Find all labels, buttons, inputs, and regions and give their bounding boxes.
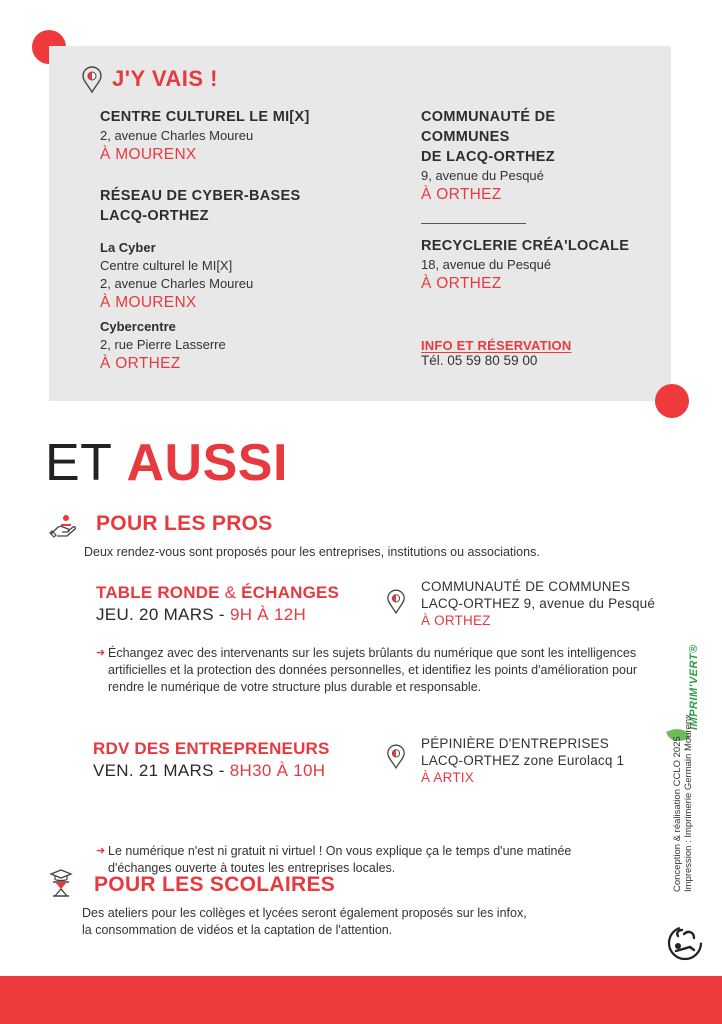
site-address: Centre culturel le MI[X] — [100, 258, 233, 273]
site-city: À ORTHEZ — [100, 355, 181, 372]
venue-address: 18, avenue du Pesqué — [421, 257, 552, 272]
venue-name: CENTRE CULTUREL LE MI[X] — [100, 109, 310, 125]
headline-et-aussi — [45, 432, 288, 494]
event-header — [96, 582, 339, 626]
decorative-red-circle — [655, 384, 689, 418]
arrow-right-icon: ➜ — [96, 845, 106, 857]
event-datetime — [96, 604, 339, 626]
location-line: PÉPINIÈRE D'ENTREPRISES — [421, 736, 609, 751]
section-title-jyvais: J'Y VAIS ! — [112, 66, 219, 91]
event-location — [421, 578, 691, 629]
map-pin-icon — [386, 744, 406, 770]
site-address: 2, rue Pierre Lasserre — [100, 337, 226, 352]
event-date: JEU. 20 MARS - — [96, 605, 225, 624]
event-description-text: Échangez avec des intervenants sur les sujets brûlants du numérique que sont les intelligences artificielles et la protection des données personnelles, et identifiez les points d'amélioration pour rendre le numérique de votre structure plus durable et responsable. — [108, 646, 638, 694]
venue-city: À MOURENX — [100, 146, 197, 163]
event-datetime — [93, 760, 330, 782]
venue-name: COMMUNES — [421, 129, 510, 145]
network-name: LACQ-ORTHEZ — [100, 208, 209, 224]
map-pin-icon — [386, 589, 406, 615]
arrow-right-icon: ➜ — [96, 647, 106, 659]
intro-line: Des ateliers pour les collèges et lycées seront également proposés sur les infox, — [82, 906, 527, 920]
site-name: Cybercentre — [100, 319, 176, 334]
network-name: RÉSEAU DE CYBER-BASES — [100, 188, 301, 204]
venue-city: À ORTHEZ — [421, 275, 502, 292]
section-intro: Deux rendez-vous sont proposés pour les entreprises, institutions ou associations. — [84, 545, 540, 559]
section-title-scolaires: POUR LES SCOLAIRES — [94, 873, 336, 896]
event-location — [421, 735, 681, 786]
site-city: À MOURENX — [100, 294, 197, 311]
venue-name: COMMUNAUTÉ DE — [421, 109, 556, 125]
footer-bar — [0, 976, 722, 1024]
location-line: COMMUNAUTÉ DE COMMUNES — [421, 579, 631, 594]
event-title — [96, 582, 339, 604]
venues-right-column — [421, 107, 661, 368]
section-intro — [82, 905, 602, 939]
location-line: LACQ-ORTHEZ zone Eurolacq 1 — [421, 753, 625, 768]
venue-address: 2, avenue Charles Moureu — [100, 128, 254, 143]
site-address: 2, avenue Charles Moureu — [100, 276, 254, 291]
location-city: À ARTIX — [421, 770, 474, 785]
imprim-vert-label: IMPRIM'VERT® — [688, 644, 700, 730]
headline-word: ET — [45, 434, 112, 492]
headline-word-accent: AUSSI — [126, 434, 288, 492]
event-title-ampersand: & — [224, 583, 237, 602]
map-pin-icon — [81, 66, 103, 94]
venues-left-column — [100, 107, 400, 374]
event-title-part: ÉCHANGES — [241, 583, 340, 602]
divider — [421, 223, 526, 224]
print-credits — [672, 714, 694, 892]
venue-city: À ORTHEZ — [421, 186, 502, 203]
intro-line: la consommation de vidéos et la captation de l'attention. — [82, 923, 393, 937]
event-title: RDV DES ENTREPRENEURS — [93, 739, 330, 758]
venue-name: DE LACQ-ORTHEZ — [421, 149, 555, 165]
event-title-part: TABLE RONDE — [96, 583, 220, 602]
credit-line: Impression : Imprimerie Germain Mourenx — [683, 714, 694, 892]
credit-line: Conception & réalisation CCLO 2025 — [672, 736, 683, 892]
info-reservation-link[interactable]: INFO ET RÉSERVATION — [421, 338, 572, 353]
site-name: La Cyber — [100, 240, 156, 255]
event-description-text: Le numérique n'est ni gratuit ni virtuel ! On vous explique ça le temps d'une matinée d'échanges ouverte à toutes les entreprises locales. — [108, 844, 572, 875]
event-description — [96, 645, 648, 696]
recycle-logo-icon — [666, 924, 704, 967]
event-time: 8H30 À 10H — [229, 761, 326, 780]
section-title-pros: POUR LES PROS — [96, 512, 273, 535]
event-header — [93, 738, 330, 782]
venue-name: RECYCLERIE CRÉA'LOCALE — [421, 238, 630, 254]
location-city: À ORTHEZ — [421, 613, 491, 628]
graduation-hourglass-icon — [49, 868, 73, 903]
event-date: VEN. 21 MARS - — [93, 761, 225, 780]
event-description — [96, 843, 608, 877]
event-time: 9H À 12H — [229, 605, 307, 624]
hand-person-icon — [49, 514, 79, 545]
venue-address: 9, avenue du Pesqué — [421, 168, 544, 183]
phone-number: Tél. 05 59 80 59 00 — [421, 353, 538, 368]
location-line: LACQ-ORTHEZ 9, avenue du Pesqué — [421, 596, 656, 611]
